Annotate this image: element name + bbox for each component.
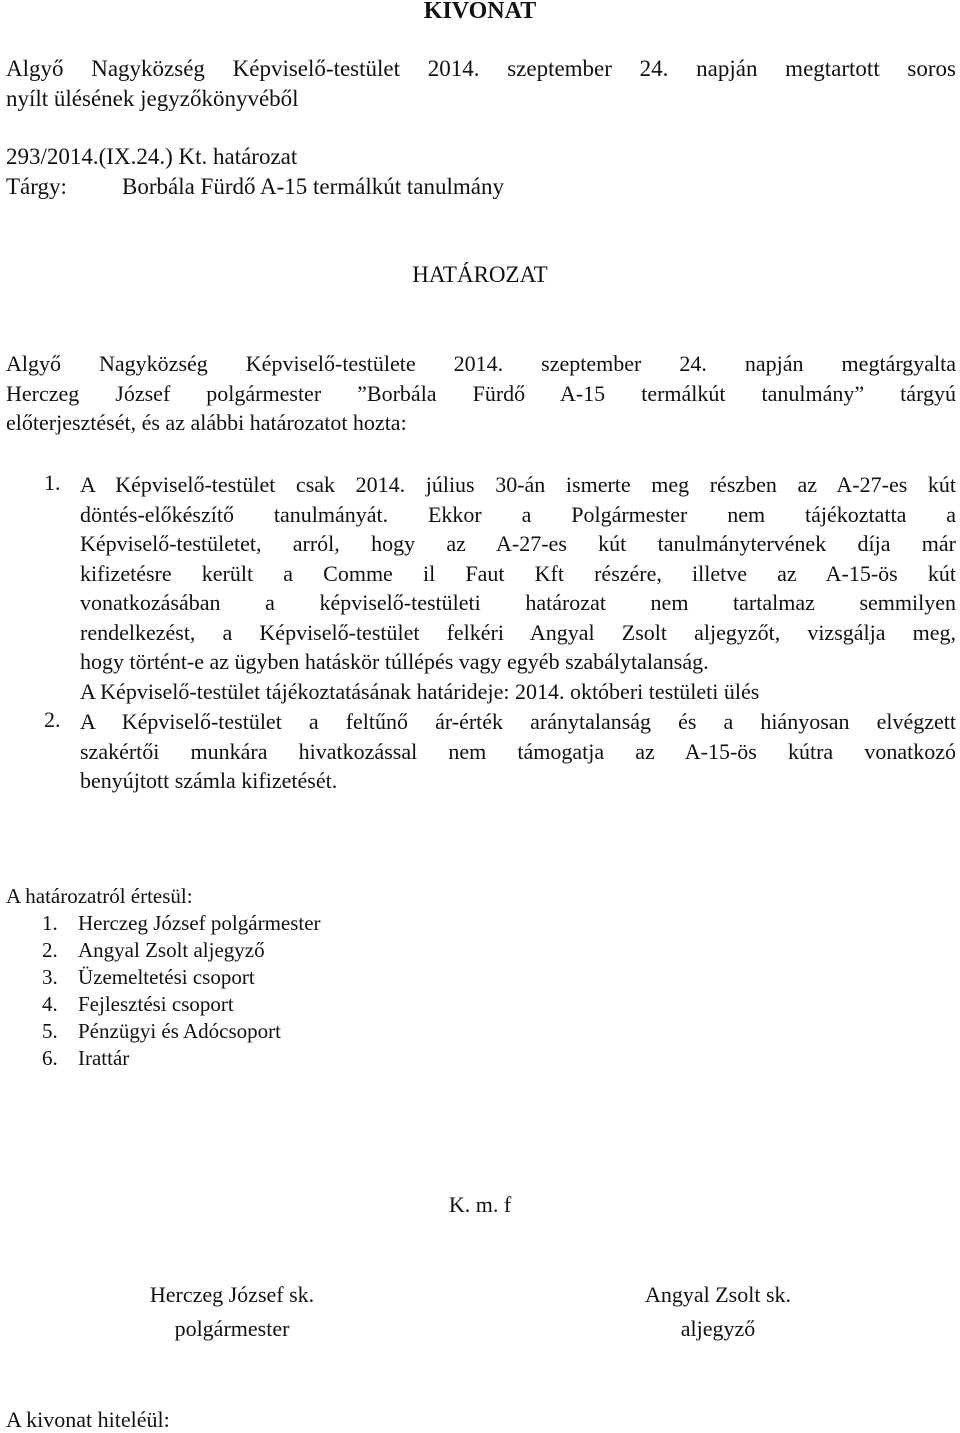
- list-item: 6. Irattár: [42, 1046, 130, 1070]
- notify-list: [42, 910, 321, 1072]
- point-line: szakértői munkára hivatkozással nem támogatja az A-15-ös kútra vonatkozó: [80, 738, 956, 764]
- right-signature-role: aljegyző: [680, 1316, 756, 1341]
- intro-line-2: nyílt ülésének jegyzőkönyvéből: [6, 86, 299, 111]
- point-line: A Képviselő-testület csak 2014. július 30-án ismerte meg részben az A-27-es kút: [80, 472, 956, 497]
- list-item: 1. Herczeg József polgármester: [42, 911, 321, 935]
- point-line: rendelkezést, a Képviselő-testület felkéri Angyal Zsolt aljegyzőt, vizsgálja meg,: [80, 619, 956, 645]
- intro-line-1: Algyő Nagyközség Képviselő-testület 2014. szeptember 24. napján megtartott soros: [6, 56, 956, 81]
- certification-label: A kivonat hiteléül:: [6, 1407, 170, 1432]
- point-line: A Képviselő-testület a feltűnő ár-érték aránytalanság és a hiányosan elvégzett: [80, 709, 956, 734]
- preamble-line: Herczeg József polgármester ”Borbála Fürdő A-15 termálkút tanulmány” tárgyú: [6, 380, 956, 406]
- subject-text: Borbála Fürdő A-15 termálkút tanulmány: [122, 174, 504, 199]
- point-number: 2.: [44, 707, 61, 732]
- list-item: 4. Fejlesztési csoport: [42, 992, 234, 1016]
- notify-label: A határozatról értesül:: [6, 884, 193, 908]
- preamble: [6, 349, 956, 438]
- right-signature-name: Angyal Zsolt sk.: [644, 1282, 792, 1307]
- list-item: 2. Angyal Zsolt aljegyző: [42, 938, 265, 962]
- left-signature-role: polgármester: [174, 1316, 290, 1341]
- preamble-line: előterjesztését, és az alábbi határozatot hozta:: [6, 410, 407, 435]
- kmf-note: K. m. f: [448, 1192, 512, 1217]
- preamble-line: Algyő Nagyközség Képviselő-testülete 2014. szeptember 24. napján megtárgyalta: [6, 351, 956, 376]
- resolution-point-1: [80, 470, 956, 706]
- point-line: hogy történt-e az ügyben hatáskör túllépés vagy egyéb szabálytalanság.: [80, 649, 709, 674]
- list-item: 5. Pénzügyi és Adócsoport: [42, 1019, 281, 1043]
- left-signature-name: Herczeg József sk.: [149, 1282, 315, 1307]
- point-line: benyújtott számla kifizetését.: [80, 768, 338, 793]
- point-line: Képviselő-testületet, arról, hogy az A-27-es kút tanulmánytervének díja már: [80, 531, 956, 556]
- point-line: kifizetésre került a Comme il Faut Kft részére, illetve az A-15-ös kút: [80, 560, 956, 586]
- resolution-point-2: [80, 707, 956, 796]
- resolution-number: 293/2014.(IX.24.) Kt. határozat: [6, 144, 298, 169]
- point-line: A Képviselő-testület tájékoztatásának határideje: 2014. októberi testületi ülés: [80, 678, 760, 704]
- document-title: KIVONAT: [423, 0, 537, 24]
- subject-label: Tárgy:: [6, 174, 67, 199]
- point-line: vonatkozásában a képviselő-testületi határozat nem tartalmaz semmilyen: [80, 590, 956, 615]
- list-item: 3. Üzemeltetési csoport: [42, 965, 255, 989]
- point-number: 1.: [44, 470, 61, 495]
- point-line: döntés-előkészítő tanulmányát. Ekkor a Polgármester nem tájékoztatta a: [80, 501, 956, 527]
- resolution-heading: HATÁROZAT: [412, 262, 548, 287]
